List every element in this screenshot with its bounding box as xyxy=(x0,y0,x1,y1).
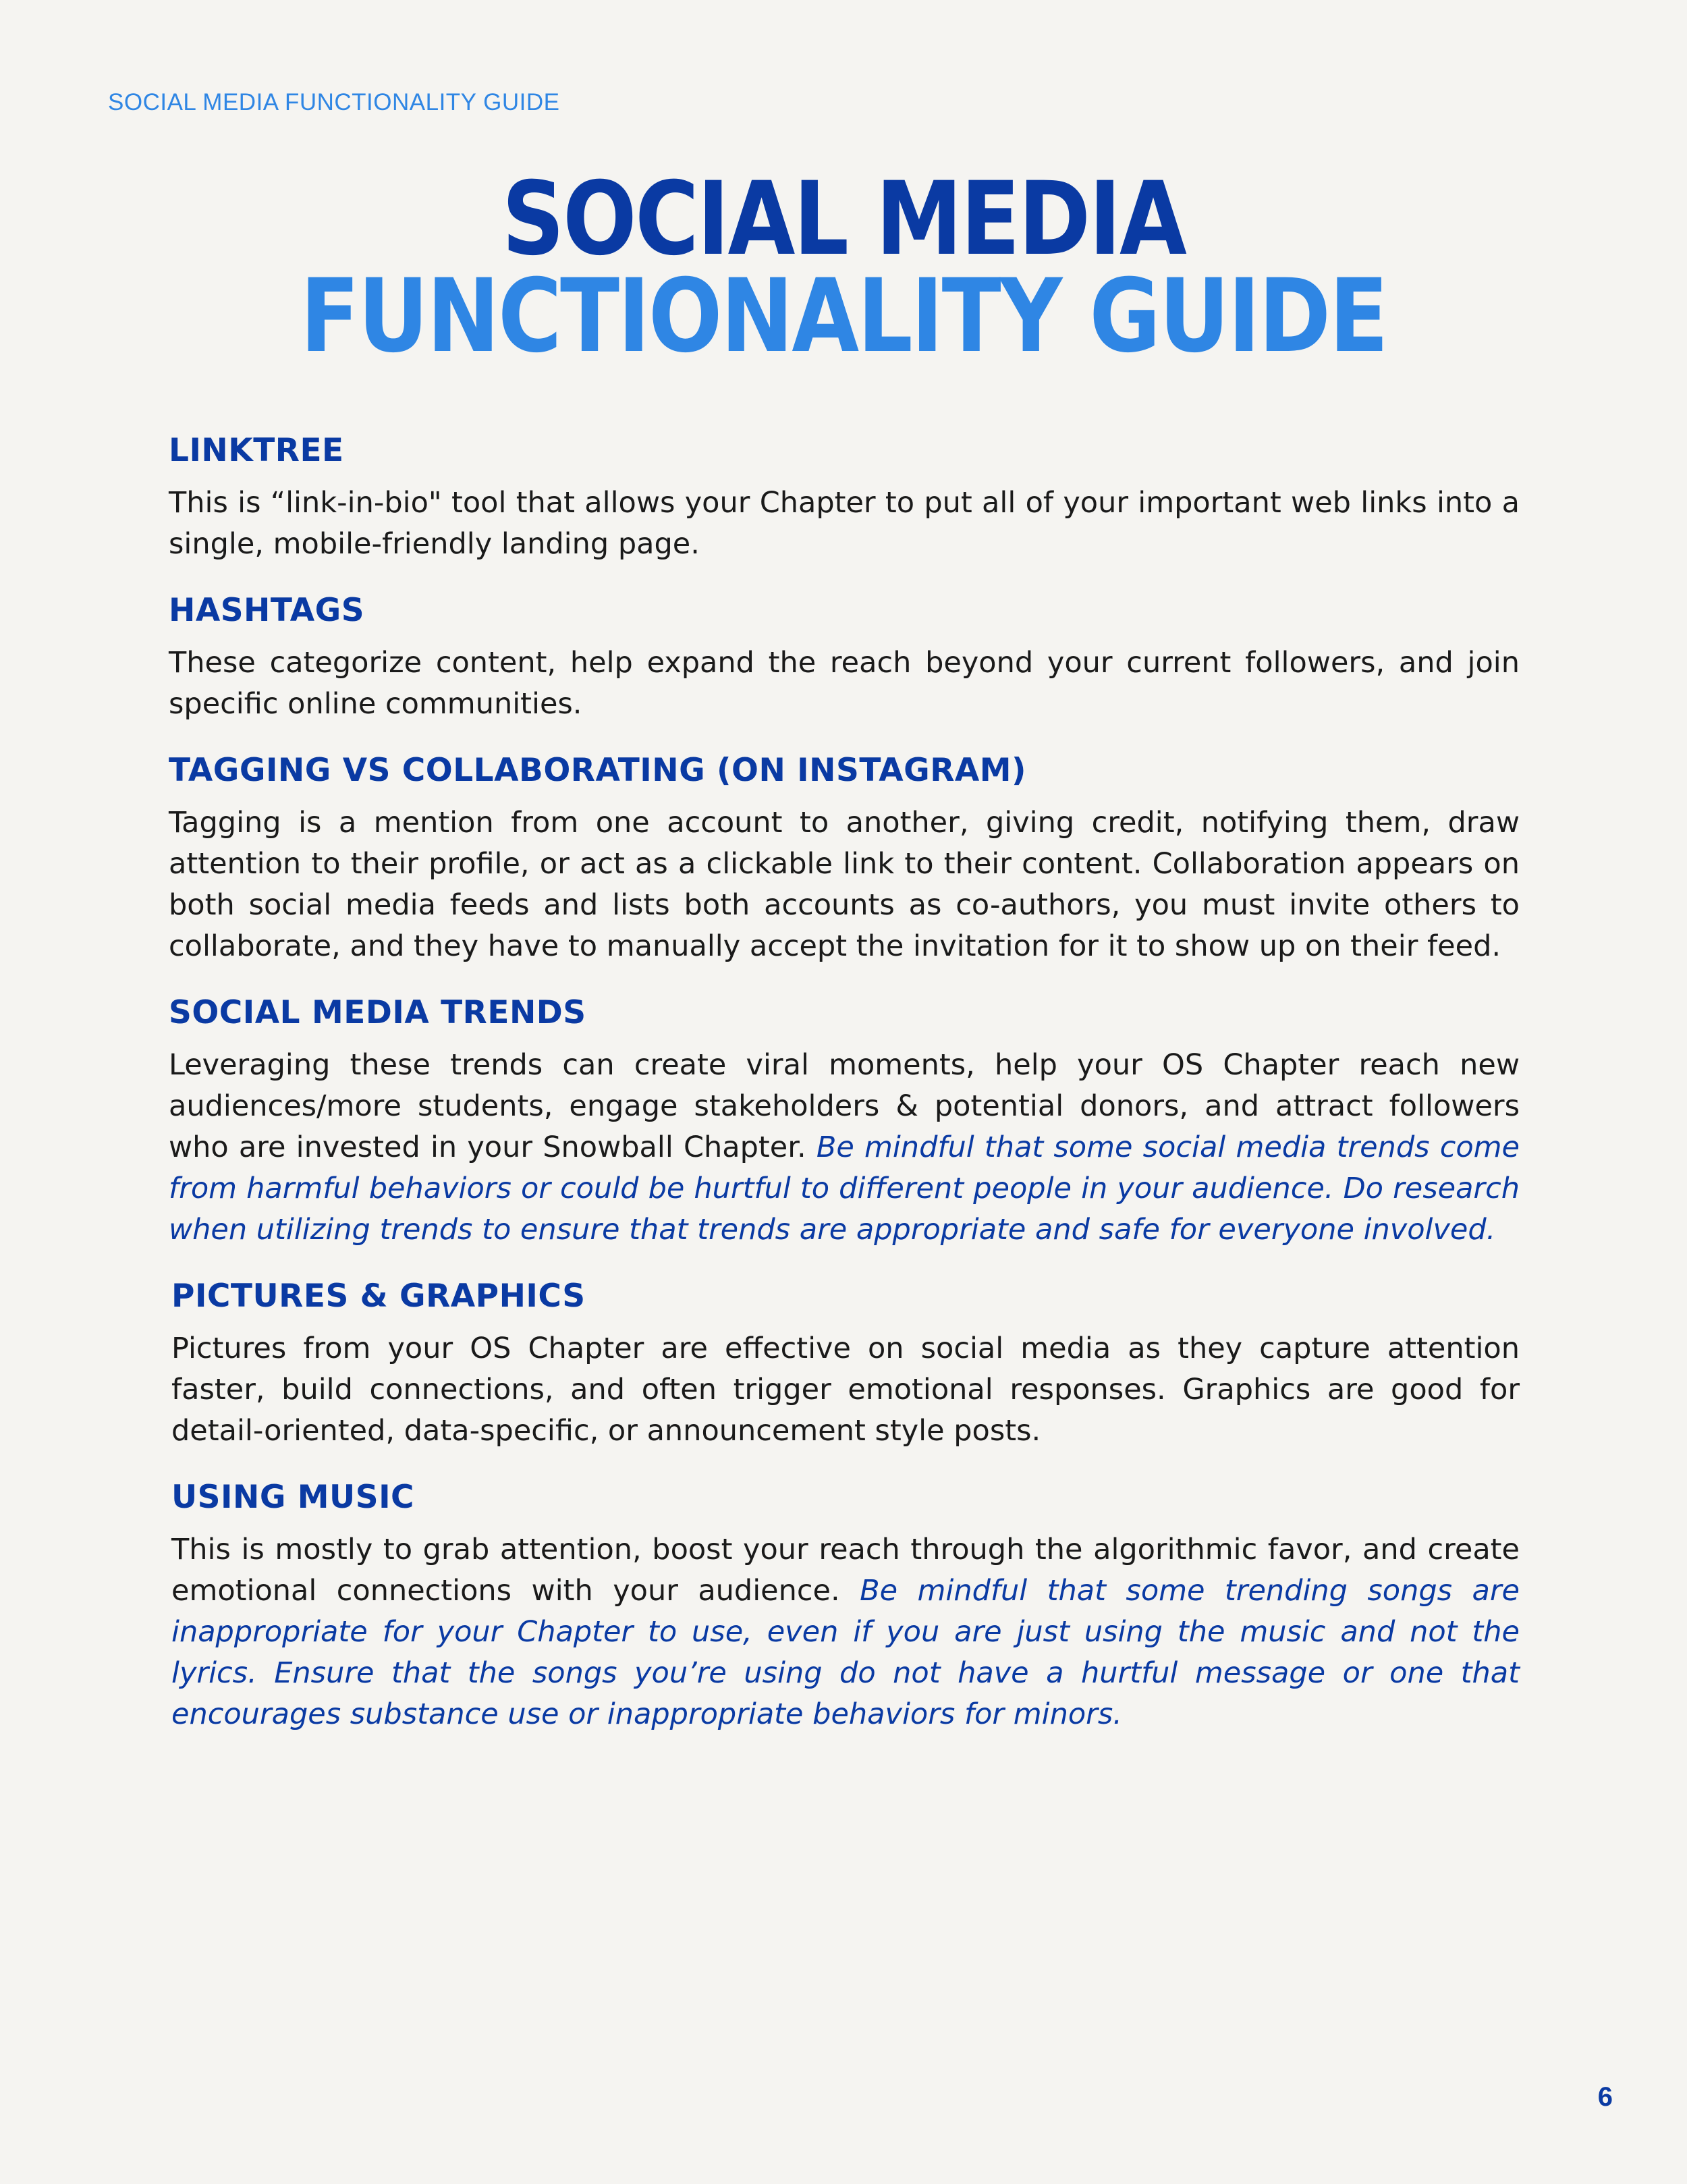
section-paragraph xyxy=(171,1529,1520,1735)
page-title-line2: FUNCTIONALITY GUIDE xyxy=(300,258,1387,375)
section-body-text: This is mostly to grab attention, boost your reach through the algorithmic favor, and create emotional connections with your audience. xyxy=(171,1533,1520,1608)
section-caution-note: Be mindful that some social media trends come from harmful behaviors or could be hurtful to different people in your audience. Do research when utilizing trends to ensure that trends are appropriate and safe for everyone involved. xyxy=(169,1130,1520,1247)
section-body-text: These categorize content, help expand the reach beyond your current followers, and join specific online communities. xyxy=(169,646,1520,721)
section-paragraph xyxy=(169,483,1520,565)
section-social-media-trends xyxy=(169,994,1520,1251)
page-title xyxy=(0,161,1687,375)
section-heading: LINKTREE xyxy=(169,432,344,469)
section-pictures-graphics xyxy=(169,1278,1520,1452)
section-body-text: Tagging is a mention from one account to another, giving credit, notifying them, draw attention to their profile, or act as a clickable link to their content. Collaboration appears on both social media feeds and lists both accounts as co-authors, you must invite others to collaborate, and they have to manually accept the invitation for it to show up on their feed. xyxy=(169,806,1520,963)
section-body-text: This is “link-in-bio" tool that allows your Chapter to put all of your important web links into a single, mobile-friendly landing page. xyxy=(169,486,1520,561)
section-heading: HASHTAGS xyxy=(169,592,365,629)
running-header: SOCIAL MEDIA FUNCTIONALITY GUIDE xyxy=(108,89,560,115)
section-heading: TAGGING VS COLLABORATING (ON INSTAGRAM) xyxy=(169,752,1027,789)
section-body-text: Leveraging these trends can create viral moments, help your OS Chapter reach new audiences/more students, engage stakeholders & potential donors, and attract followers who are invested in your Snowball Chapter. xyxy=(169,1048,1520,1164)
section-heading: USING MUSIC xyxy=(171,1479,415,1516)
page-title-line1: SOCIAL MEDIA xyxy=(501,161,1186,278)
section-paragraph xyxy=(171,1328,1520,1452)
section-paragraph xyxy=(169,1045,1520,1251)
section-heading: SOCIAL MEDIA TRENDS xyxy=(169,994,586,1031)
document-body xyxy=(169,432,1520,1762)
section-paragraph xyxy=(169,802,1520,967)
section-body-text: Pictures from your OS Chapter are effective on social media as they capture attention faster, build connections, and often trigger emotional responses. Graphics are good for detail-oriented, data-specific, or announcement style posts. xyxy=(171,1332,1520,1448)
section-paragraph xyxy=(169,643,1520,725)
section-tagging-vs-collaborating xyxy=(169,752,1520,967)
section-linktree xyxy=(169,432,1520,565)
section-heading: PICTURES & GRAPHICS xyxy=(171,1278,586,1315)
page-number: 6 xyxy=(1597,2082,1613,2112)
section-hashtags xyxy=(169,592,1520,725)
section-using-music xyxy=(169,1479,1520,1735)
section-caution-note: Be mindful that some trending songs are inappropriate for your Chapter to use, even if you are just using the music and not the lyrics. Ensure that the songs you’re using do not have a hurtful message or one that encourages substance use or inappropriate behaviors for minors. xyxy=(171,1574,1520,1731)
